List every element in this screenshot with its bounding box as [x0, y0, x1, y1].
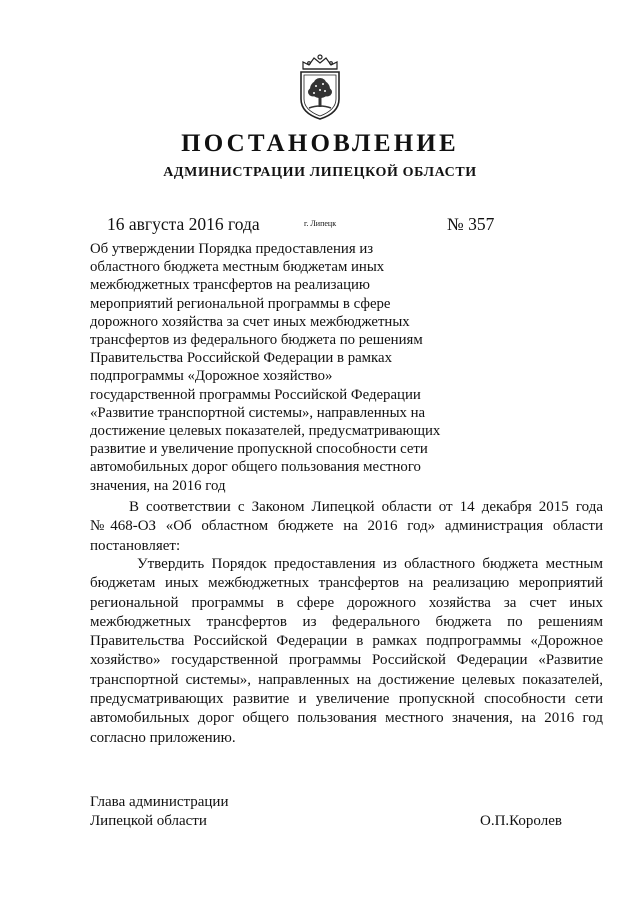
issuing-authority: АДМИНИСТРАЦИИ ЛИПЕЦКОЙ ОБЛАСТИ: [163, 165, 477, 180]
document-city: г. Липецк: [304, 219, 337, 228]
document-number: № 357: [447, 214, 495, 234]
document-subject: Об утверждении Порядка предоставления из областного бюджета местным бюджетам иных межбюджетных трансфертов на реализацию мероприятий региональной программы в сфере дорожного хозяйства за счет иных межбюджетных трансфертов из федерального бюджета по решениям Правительства Российской Федерации в рамках подпрограммы «Дорожное хозяйство» государственной программы Российской Федерации «Развитие транспортной системы», направленных на достижение целевых показателей, предусматривающих развитие и увеличение пропускной способности сети автомобильных дорог общего пользования местного значения, на 2016 год: [90, 241, 441, 494]
document-title: ПОСТАНОВЛЕНИЕ: [181, 130, 459, 157]
preamble-paragraph: В соответствии с Законом Липецкой области от 14 декабря 2015 года №468-ОЗ «Об областном бюджете на 2016 год» администрация области постановляет:: [90, 499, 603, 554]
lipetsk-region-coat-of-arms-icon: [291, 53, 349, 121]
document-date: 16 августа 2016 года: [107, 214, 260, 234]
resolution-paragraph: Утвердить Порядок предоставления из областного бюджета местным бюджетам иных межбюджетных трансфертов на реализацию мероприятий региональной программы в сфере дорожного хозяйства за счет иных межбюджетных трансфертов из федерального бюджета по решениям Правительства Российской Федерации в рамках подпрограммы «Дорожное хозяйство» государственной программы Российской Федерации «Развитие транспортной системы», направленных на достижение целевых показателей, предусматривающих развитие и увеличение пропускной способности сети автомобильных дорог общего пользования местного значения, на 2016 год согласно приложению.: [90, 556, 603, 746]
signatory-position: Глава администрации Липецкой области: [90, 794, 229, 829]
signatory-name: О.П.Королев: [480, 813, 562, 829]
